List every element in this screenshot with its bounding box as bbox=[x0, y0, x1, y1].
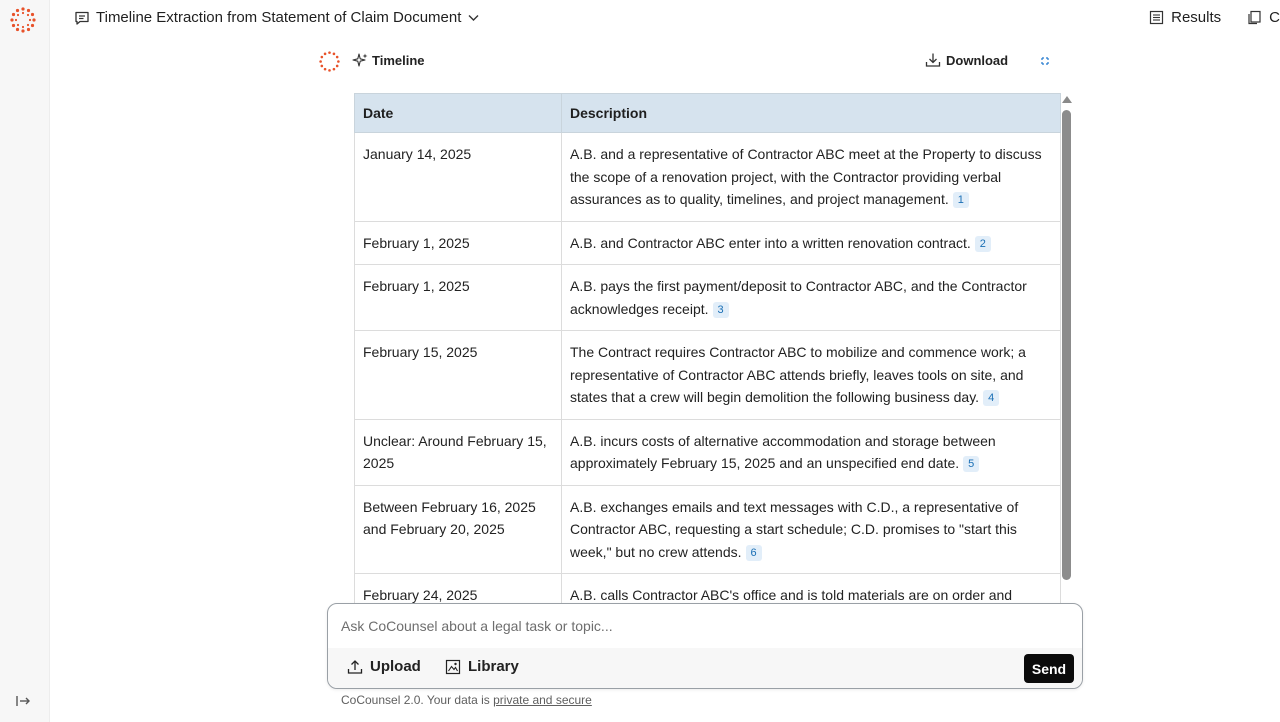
send-button[interactable]: Send bbox=[1024, 654, 1074, 683]
timeline-table bbox=[354, 93, 1061, 618]
citation-badge[interactable]: 2 bbox=[975, 236, 991, 252]
download-label: Download bbox=[946, 52, 1009, 68]
library-button[interactable] bbox=[445, 658, 519, 675]
conversation-title: Timeline Extraction from Statement of Claim Document bbox=[96, 9, 462, 26]
row-date: February 1, 2025 bbox=[355, 265, 562, 331]
column-header-description: Description bbox=[562, 94, 1061, 133]
upload-icon bbox=[347, 659, 363, 675]
chat-toolbar bbox=[328, 648, 1082, 688]
table-row bbox=[355, 331, 1061, 420]
table-row bbox=[355, 265, 1061, 331]
chevron-down-icon bbox=[467, 11, 480, 24]
table-scrollbar-thumb[interactable] bbox=[1062, 110, 1071, 580]
table-row bbox=[355, 133, 1061, 222]
column-header-date: Date bbox=[355, 94, 562, 133]
row-date: February 15, 2025 bbox=[355, 331, 562, 420]
download-button[interactable] bbox=[925, 52, 1008, 68]
row-date: Unclear: Around February 15, 2025 bbox=[355, 419, 562, 485]
privacy-note bbox=[341, 693, 592, 707]
description-text: A.B. exchanges emails and text messages with C.D., a representative of Contractor ABC, requesting a start schedule; C.D. promises to "start this week," but no crew attends. bbox=[570, 498, 1019, 560]
library-icon bbox=[445, 659, 461, 675]
row-description bbox=[562, 221, 1061, 265]
description-text: The Contract requires Contractor ABC to mobilize and commence work; a representative of Contractor ABC attends briefly, leaves tools on site, and states that a crew will begin demolition the following business day. bbox=[570, 344, 1026, 405]
chat-input[interactable] bbox=[328, 604, 1082, 648]
row-date: February 1, 2025 bbox=[355, 221, 562, 265]
timeline-table-viewport[interactable] bbox=[354, 93, 1060, 603]
conversation-title-dropdown[interactable] bbox=[74, 9, 480, 26]
citation-badge[interactable]: 6 bbox=[746, 545, 762, 561]
upload-label: Upload bbox=[370, 658, 421, 675]
chat-bubble-icon bbox=[74, 10, 90, 26]
left-rail bbox=[0, 0, 50, 722]
description-text: A.B. pays the first payment/deposit to Contractor ABC, and the Contractor acknowledges receipt. bbox=[570, 278, 1027, 317]
row-description bbox=[562, 133, 1061, 222]
copy-icon bbox=[1247, 10, 1262, 25]
download-icon bbox=[925, 52, 941, 68]
citation-badge[interactable]: 5 bbox=[963, 456, 979, 472]
copy-label: C bbox=[1269, 9, 1280, 26]
library-label: Library bbox=[468, 658, 519, 675]
description-text: A.B. and a representative of Contractor ABC meet at the Property to discuss the scope of a renovation project, with the Contractor providing verbal assurances as to quality, timelines, and project management. bbox=[570, 146, 1042, 207]
description-text: A.B. and Contractor ABC enter into a written renovation contract. bbox=[570, 234, 971, 251]
row-description bbox=[562, 419, 1061, 485]
upload-button[interactable] bbox=[347, 658, 421, 675]
row-description bbox=[562, 485, 1061, 574]
copy-button[interactable] bbox=[1247, 9, 1280, 26]
description-text: A.B. incurs costs of alternative accommodation and storage between approximately February 15, 2025 and an unspecified end date. bbox=[570, 432, 996, 471]
row-description bbox=[562, 265, 1061, 331]
scroll-up-arrow-icon[interactable] bbox=[1062, 96, 1072, 103]
table-row bbox=[355, 419, 1061, 485]
table-row bbox=[355, 221, 1061, 265]
citation-badge[interactable]: 3 bbox=[713, 302, 729, 318]
row-date: Between February 16, 2025 and February 20, 2025 bbox=[355, 485, 562, 574]
sparkle-icon bbox=[352, 52, 368, 68]
results-list-icon bbox=[1149, 10, 1164, 25]
results-button[interactable] bbox=[1149, 9, 1221, 26]
row-description bbox=[562, 331, 1061, 420]
citation-badge[interactable]: 4 bbox=[983, 390, 999, 406]
results-label: Results bbox=[1171, 9, 1222, 26]
privacy-link[interactable]: private and secure bbox=[493, 693, 592, 707]
timeline-label: Timeline bbox=[372, 52, 425, 68]
header-actions bbox=[1149, 9, 1280, 26]
row-date: February 24, 2025 bbox=[355, 574, 562, 618]
row-date: January 14, 2025 bbox=[355, 133, 562, 222]
table-header-row bbox=[355, 94, 1061, 133]
chat-composer bbox=[327, 603, 1083, 689]
citation-badge[interactable]: 1 bbox=[953, 192, 969, 208]
description-text: A.B. calls Contractor ABC's office and is told materials are on order and bbox=[570, 587, 1013, 603]
fullscreen-icon[interactable] bbox=[1038, 54, 1052, 68]
privacy-note-text: CoCounsel 2.0. Your data is bbox=[341, 693, 494, 707]
expand-sidebar-icon[interactable] bbox=[14, 692, 32, 710]
table-row bbox=[355, 485, 1061, 574]
cocounsel-avatar-icon bbox=[319, 51, 340, 72]
cocounsel-logo-icon[interactable] bbox=[10, 7, 36, 33]
timeline-heading bbox=[352, 52, 425, 68]
